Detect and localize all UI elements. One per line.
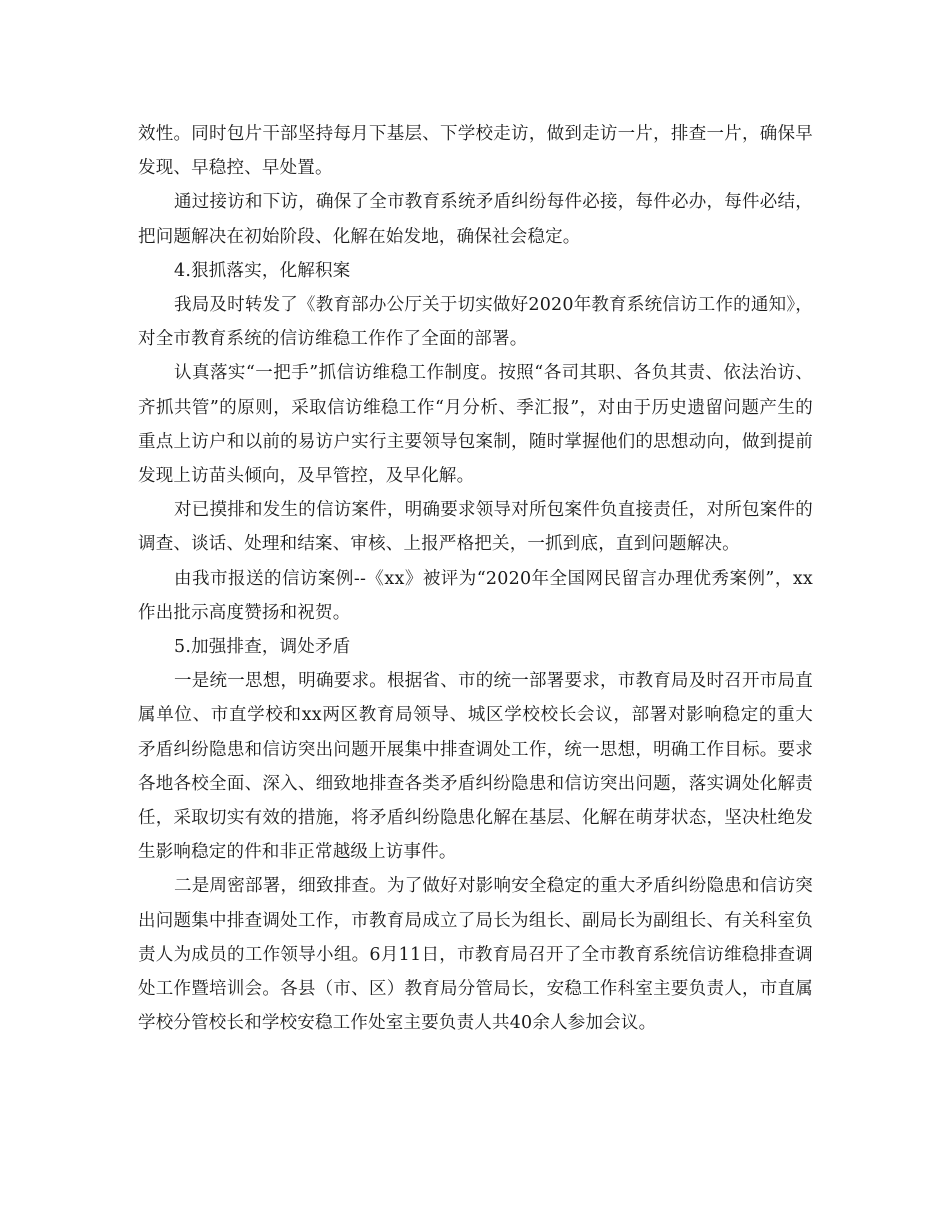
section-heading-5: 5.加强排查，调处矛盾 (174, 637, 351, 658)
paragraph-8: 二是周密部署，细致排查。为了做好对影响安全稳定的重大矛盾纠纷隐患和信访突出问题集中排查调处工作，市教育局成立了局长为组长、副局长为副组长、有关科室负责人为成员的工作领导小组。6月11日，市教育局召开了全市教育系统信访维稳排查调处工作暨培训会。各县（市、区）教育局分管局长，安稳工作科室主要负责人，市直属学校分管校长和学校安稳工作处室主要负责人共40余人参加会议。 (138, 876, 813, 1034)
document-body (138, 117, 813, 1040)
section-heading-4: 4.狠抓落实，化解积案 (174, 260, 351, 281)
paragraph-3: 我局及时转发了《教育部办公厅关于切实做好2020年教育系统信访工作的通知》，对全市教育系统的信访维稳工作作了全面的部署。 (138, 295, 813, 350)
paragraph-1: 效性。同时包片干部坚持每月下基层、下学校走访，做到走访一片，排查一片，确保早发现、早稳控、早处置。 (138, 124, 813, 179)
paragraph-6: 由我市报送的信访案例--《xx》被评为“2020年全国网民留言办理优秀案例”，xx作出批示高度赞扬和祝贺。 (138, 568, 813, 623)
paragraph-2: 通过接访和下访，确保了全市教育系统矛盾纠纷每件必接，每件必办，每件必结，把问题解决在初始阶段、化解在始发地，确保社会稳定。 (138, 192, 813, 247)
paragraph-5: 对已摸排和发生的信访案件，明确要求领导对所包案件负直接责任，对所包案件的调查、谈话、处理和结案、审核、上报严格把关，一抓到底，直到问题解决。 (138, 500, 813, 555)
paragraph-4: 认真落实“一把手”抓信访维稳工作制度。按照“各司其职、各负其责、依法治访、齐抓共管”的原则，采取信访维稳工作“月分析、季汇报”，对由于历史遗留问题产生的重点上访户和以前的易访户实行主要领导包案制，随时掌握他们的思想动向，做到提前发现上访苗头倾向，及早管控，及早化解。 (138, 363, 813, 487)
paragraph-7: 一是统一思想，明确要求。根据省、市的统一部署要求，市教育局及时召开市局直属单位、市直学校和xx两区教育局领导、城区学校校长会议，部署对影响稳定的重大矛盾纠纷隐患和信访突出问题开展集中排查调处工作，统一思想，明确工作目标。要求各地各校全面、深入、细致地排查各类矛盾纠纷隐患和信访突出问题，落实调处化解责任，采取切实有效的措施，将矛盾纠纷隐患化解在基层、化解在萌芽状态，坚决杜绝发生影响稳定的件和非正常越级上访事件。 (138, 671, 813, 863)
